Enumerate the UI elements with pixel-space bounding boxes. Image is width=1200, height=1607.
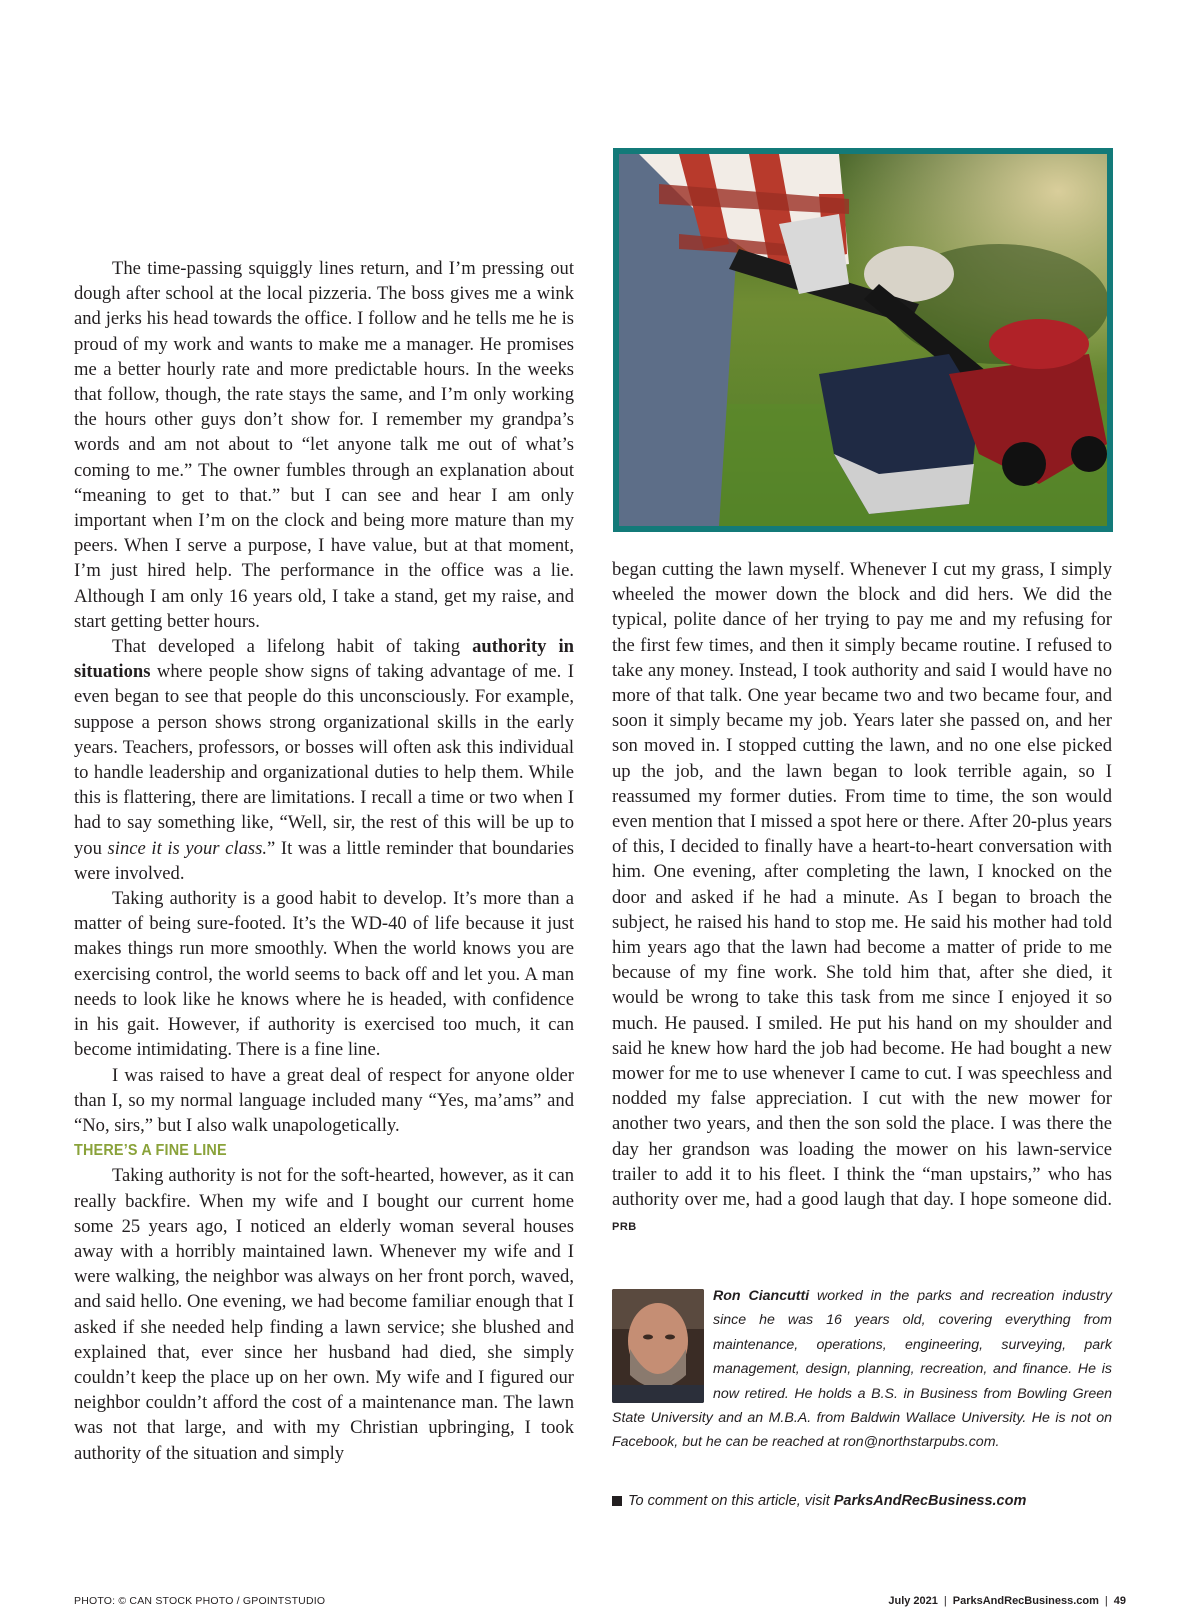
photo-illustration xyxy=(619,154,1107,526)
lawn-mower-photo xyxy=(613,148,1113,532)
footer-site: ParksAndRecBusiness.com xyxy=(952,1595,1099,1607)
paragraph: began cutting the lawn myself. Whenever I cut my grass, I simply wheeled the mower down the block and did hers. We did the typical, polite dance of her trying to pay me and my refusing for the first few times, and then it simply became routine. I refused to take any money. Instead, I took authority and said I would have no more of that talk. One year became two and two became four, and soon it simply became my job. Years later she passed on, and her son moved in. I stopped cutting the lawn, and no one else picked up the job, and the lawn began to look terrible again, so I reassumed my former duties. From time to time, the son would even mention that I missed a spot here or there. After 20-plus years of this, I decided to finally have a heart-to-heart conversation with him. One evening, after completing the lawn, I knocked on the door and asked if he had a minute. As I began to broach the subject, he raised his hand to stop me. He said his mother had told him years ago that the lawn had become a matter of pride to me because of my fine work. She told him that, after she died, it would be wrong to take this task from me since I enjoyed it so much. He paused. I smiled. He put his hand on my shoulder and said he knew how hard the job had become. He had bought a new mower for me to use whenever I came to cut. I was speechless and nodded my false appreciation. I cut with the new mower for another two years, and then the son sold the place. I was there the day her grandson was loading the mower on his lawn-service trailer to add it to his fleet. I think the “man upstairs,” who has authority over me, had a good laugh that day. I hope someone did. PRB xyxy=(612,559,1112,1234)
website-link[interactable]: ParksAndRecBusiness.com xyxy=(833,1493,1027,1509)
section-subhead: THERE’S A FINE LINE xyxy=(74,1142,227,1160)
comment-prompt: To comment on this article, visit ParksAndRecBusiness.com xyxy=(612,1493,1026,1509)
right-column xyxy=(612,557,1112,1240)
paragraph: I was raised to have a great deal of respect for anyone older than I, so my normal language included many “Yes, ma’ams” and “No, sirs,” but I also walk unapologetically. xyxy=(74,1064,574,1136)
paragraph: Taking authority is a good habit to develop. It’s more than a matter of being sure-footed. It’s the WD-40 of life because it just makes things run more smoothly. When the world knows you are exercising control, the world seems to back off and let you. A man needs to look like he knows where he is headed, with confidence in his gait. However, if authority is exercised too much, it can become intimidating. There is a fine line. xyxy=(74,888,574,1061)
paragraph: Taking authority is not for the soft-hearted, however, as it can really backfire. When my wife and I bought our current home some 25 years ago, I noticed an elderly woman several houses away with a horribly maintained lawn. Whenever my wife and I were walking, the neighbor was always on her front porch, waved, and said hello. One evening, we had become familiar enough that I asked if she needed help finding a lawn service; she blushed and explained that, ever since her husband had died, she simply couldn’t keep the place up on her own. My wife and I figured our neighbor couldn’t afford the cost of a maintenance man. The lawn was not that large, and with my Christian upbringing, I took authority of the situation and simply xyxy=(74,1165,574,1464)
author-headshot xyxy=(612,1289,704,1403)
bold-phrase: authority in situations xyxy=(74,636,575,683)
headshot-illustration xyxy=(612,1289,704,1403)
left-column xyxy=(74,256,574,1466)
issue-date: July 2021 xyxy=(888,1595,938,1607)
page-number: 49 xyxy=(1113,1595,1126,1607)
author-bio xyxy=(612,1284,1112,1455)
author-name: Ron Ciancutti xyxy=(713,1288,810,1304)
italic-phrase: since it is your class. xyxy=(107,837,268,859)
photo-credit: PHOTO: © CAN STOCK PHOTO / GPOINTSTUDIO xyxy=(74,1595,326,1607)
page-folio: July 2021 | ParksAndRecBusiness.com | 49 xyxy=(888,1595,1126,1607)
paragraph: That developed a lifelong habit of taking authority in situations where people show signs of taking advantage of me. I even began to see that people do this unconsciously. For example, suppose a person shows strong organizational skills in the early years. Teachers, professors, or bosses will often ask this individual to handle leadership and organizational duties to help them. While this is flattering, there are limitations. I recall a time or two when I had to say something like, “Well, sir, the rest of this will be up to you since it is your class.” It was a little reminder that boundaries were involved. xyxy=(74,636,575,884)
paragraph: The time-passing squiggly lines return, and I’m pressing out dough after school at the local pizzeria. The boss gives me a wink and jerks his head towards the office. I follow and he tells me he is proud of my work and wants to make me a manager. He promises me a better hourly rate and more predictable hours. In the weeks that follow, though, the rate stays the same, and I’m only working the hours other guys don’t show for. I remember my grandpa’s words and am not about to “let anyone talk me out of what’s coming to me.” The owner fumbles through an explanation about “meaning to get to that.” but I can see and hear I am only important when I’m on the clock and being more mature than my peers. When I serve a purpose, I have value, but at that moment, I’m just hired help. The performance in the office was a lie. Although I am only 16 years old, I take a stand, get my raise, and start getting better hours. xyxy=(74,258,574,632)
end-mark: PRB xyxy=(612,1221,637,1234)
author-bio-text: worked in the parks and recreation industry since he was 16 years old, covering everything from maintenance, operations, engineering, surveying, park management, design, planning, recreation, and finance. He is now retired. He holds a B.S. in Business from Bowling Green State University and an M.B.A. from Baldwin Wallace University. He is not on Facebook, but he can be reached at ron@northstarpubs.com. xyxy=(612,1288,1112,1451)
square-bullet-icon xyxy=(612,1496,622,1506)
